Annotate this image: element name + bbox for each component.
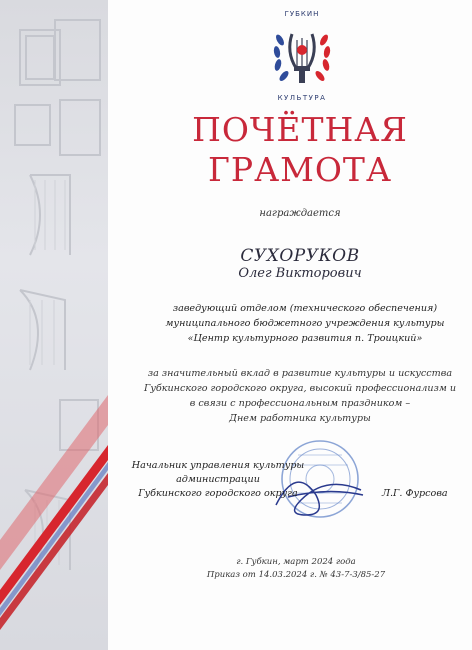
merit-line: за значительный вклад в развитие культуры и искусства xyxy=(147,368,453,379)
merit-line: Днем работника культуры xyxy=(229,413,371,424)
position-line: заведующий отделом (технического обеспечения) xyxy=(172,303,438,314)
certificate-title-line2: ГРАМОТА xyxy=(208,150,392,189)
position-line: муниципального бюджетного учреждения культуры xyxy=(165,318,445,329)
decorative-left-band xyxy=(0,0,108,650)
award-text: награждается xyxy=(259,208,341,219)
certificate-title-line1: ПОЧЁТНАЯ xyxy=(192,110,408,149)
emblem-culture-label: КУЛЬТУРА xyxy=(277,94,327,102)
band-ornament-graphic xyxy=(0,0,108,650)
merit-line: Губкинского городского округа, высокий профессионализм и xyxy=(143,383,456,394)
merit-line: в связи с профессиональным праздником – xyxy=(189,398,411,409)
place-date: г. Губкин, март 2024 года xyxy=(236,557,356,567)
signer-name: Л.Г. Фурсова xyxy=(382,488,448,499)
order-reference: Приказ от 14.03.2024 г. № 43-7-3/85-27 xyxy=(206,570,386,580)
position-line: «Центр культурного развития п. Троицкий» xyxy=(187,333,423,344)
lyre-wreath-icon xyxy=(270,20,334,92)
emblem xyxy=(260,10,344,102)
signatory-title-line: администрации xyxy=(176,474,260,485)
official-stamp xyxy=(258,435,378,535)
recipient-name: Олег Викторович xyxy=(238,266,362,281)
signatory-title-line: Губкинского городского округа xyxy=(138,488,298,499)
recipient-surname: СУХОРУКОВ xyxy=(240,246,360,266)
emblem-city-label: ГУБКИН xyxy=(284,10,320,18)
signatory-title-line: Начальник управления культуры xyxy=(131,460,305,471)
